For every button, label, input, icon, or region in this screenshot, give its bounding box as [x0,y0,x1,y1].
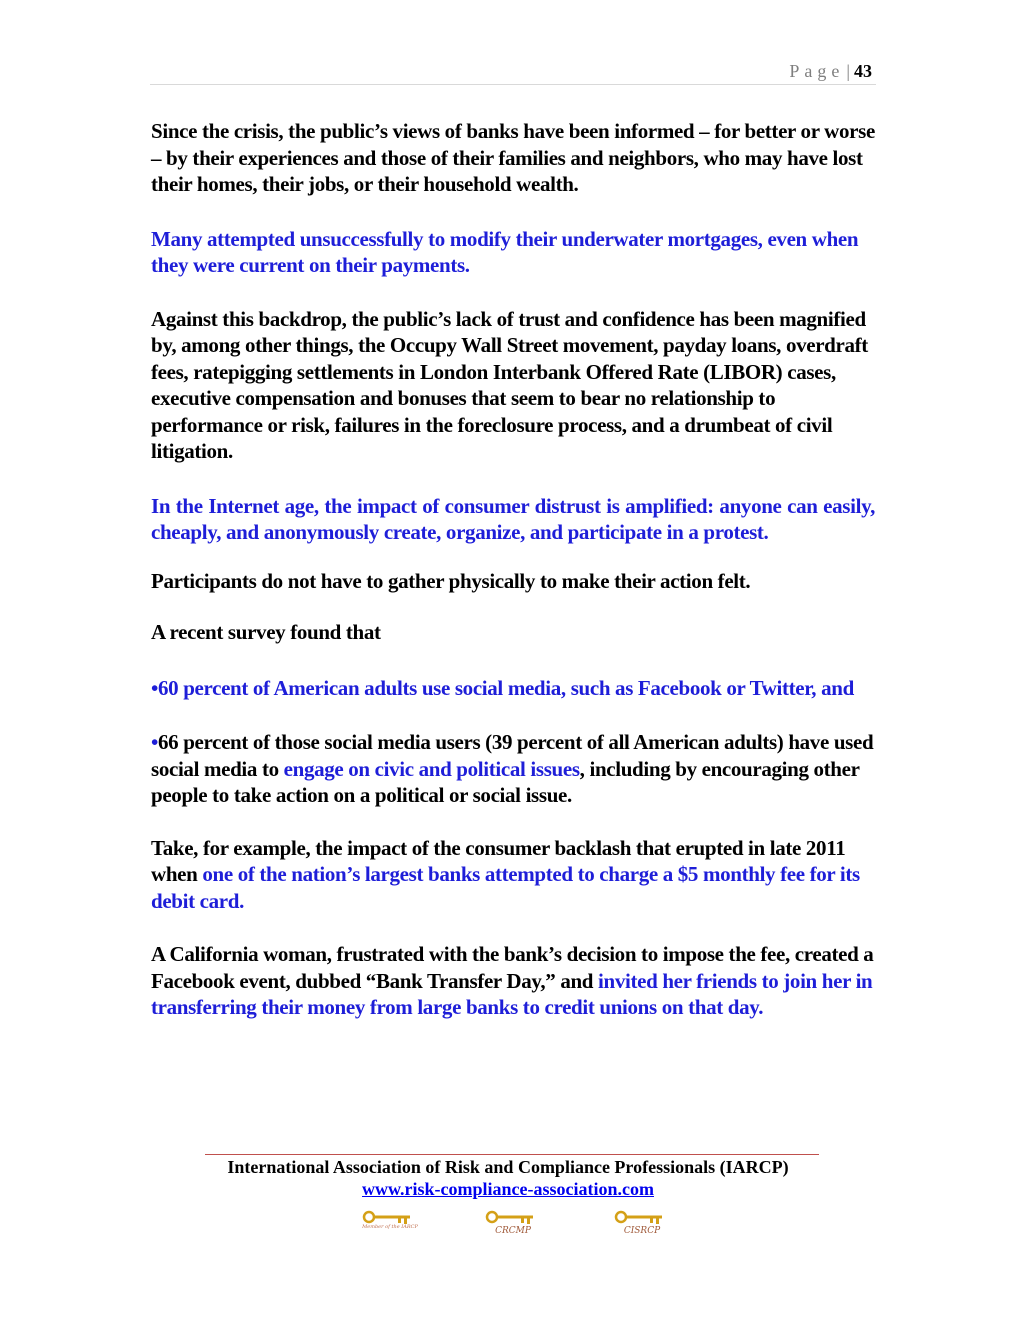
page-number-value: 43 [854,61,872,81]
paragraph-crisis: Since the crisis, the public’s views of banks have been informed – for better or worse – by their experiences and those of their families and neighbors, who may have lost their homes, their jobs, or their household wealth. [151,119,875,196]
footer-website [150,1179,866,1200]
paragraph-backlash [151,835,875,915]
bullet-text-highlight: engage on civic and political issues [283,756,580,781]
california-highlight: invited her friends to join her in transferring their money from large banks to credit unions on that day. [151,968,873,1019]
backlash-highlight: one of the nation’s largest banks attempted to charge a $5 monthly fee for its debit card. [151,862,860,913]
paragraph-mortgages: Many attempted unsuccessfully to modify their underwater mortgages, even when they were current on their payments. [151,226,859,277]
member-logo-label: Member of the IARCP [362,1224,418,1230]
bullet-social-media-adults: •60 percent of American adults use social media, such as Facebook or Twitter, and [151,675,854,700]
document-body [151,118,875,1021]
paragraph-participants: Participants do not have to gather physically to make their action felt. [151,568,751,593]
footer-organization: International Association of Risk and Compliance Professionals (IARCP) [227,1157,789,1177]
bullet-marker: • [151,730,159,754]
california-text: A California woman, frustrated with the bank’s decision to impose the fee, created a Facebook event, dubbed “Bank Transfer Day,” and [151,942,874,993]
page-label: Page [789,61,845,81]
website-link[interactable]: www.risk-compliance-association.com [362,1179,654,1199]
bullet-text-start: 66 percent of those social media users (39 percent of all American adults) have used social media to [151,730,874,781]
paragraph-survey: A recent survey found that [151,620,381,644]
crcmp-logo [483,1210,543,1240]
page-number [789,61,872,82]
page-separator: | [846,61,850,81]
backlash-text: Take, for example, the impact of the consumer backlash that erupted in late 2011 when [151,835,846,886]
member-logo [360,1210,420,1240]
key-icon [612,1210,672,1226]
paragraph-backdrop: Against this backdrop, the public’s lack of trust and confidence has been magnified by, among other things, the Occupy Wall Street movement, payday loans, overdraft fees, ratерigging settlements in London Interbank Offered Rate (LIBOR) cases, executive compensation and bonuses that seem to bear no relationship to performance or risk, failures in the foreclosure process, and a drumbeat of civil litigation. [151,306,868,463]
paragraph-california-woman [151,941,875,1021]
footer-divider [205,1154,819,1155]
crcmp-logo-label: CRCMP [495,1226,531,1236]
cisrcp-logo [612,1210,672,1240]
bullet-social-media-users [151,729,875,809]
bullet-text-end: , including by encouraging other people to take action on a political or social issue. [151,756,860,807]
cisrcp-logo-label: CISRCP [623,1226,661,1236]
paragraph-internet-age: In the Internet age, the impact of consumer distrust is amplified: anyone can easily, cheaply, and anonymously create, organize, and participate in a protest. [151,493,875,544]
page-header [150,58,876,85]
key-icon [483,1210,543,1226]
